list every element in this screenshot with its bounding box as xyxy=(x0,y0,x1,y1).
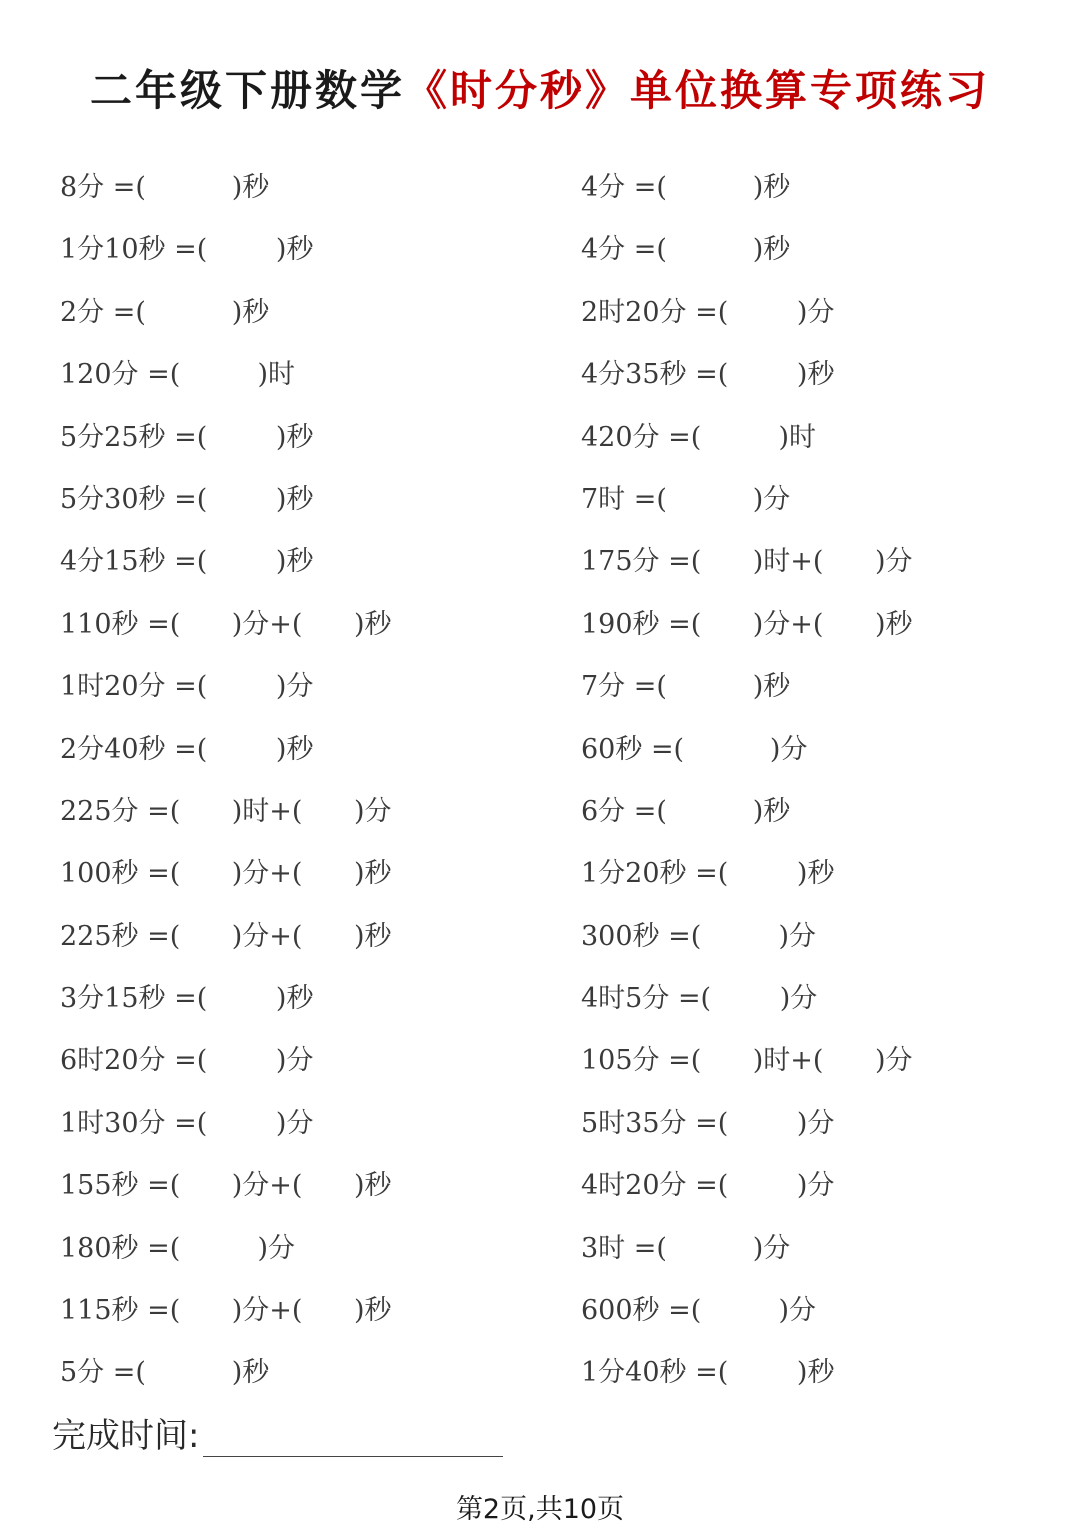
exercise-right: 7时 =( )分 xyxy=(581,483,791,515)
exercise-right: 4时20分 =( )分 xyxy=(581,1170,835,1202)
exercise-right: 4时5分 =( )分 xyxy=(581,983,818,1015)
exercise-left: 8分 =( )秒 xyxy=(60,172,270,203)
exercise-left: 100秒 =( )分+( )秒 xyxy=(60,858,392,890)
exercise-row xyxy=(0,1218,1080,1280)
exercise-row xyxy=(0,344,1080,406)
exercise-row xyxy=(0,1280,1080,1342)
exercise-right: 420分 =( )时 xyxy=(581,421,817,453)
exercise-left: 1分10秒 =( )秒 xyxy=(60,234,314,266)
exercise-right: 4分 =( )秒 xyxy=(581,234,791,266)
exercise-row xyxy=(0,1093,1080,1155)
exercise-row xyxy=(0,1155,1080,1217)
exercise-row xyxy=(0,781,1080,843)
exercise-row xyxy=(0,1030,1080,1092)
exercise-right: 7分 =( )秒 xyxy=(581,671,791,703)
exercise-left: 5分 =( )秒 xyxy=(60,1357,270,1389)
exercise-right: 5时35分 =( )分 xyxy=(581,1107,835,1139)
exercise-left: 1时20分 =( )分 xyxy=(60,671,314,703)
exercise-left: 115秒 =( )分+( )秒 xyxy=(60,1295,392,1327)
exercise-right: 60秒 =( )分 xyxy=(581,733,808,765)
exercise-right: 1分20秒 =( )秒 xyxy=(581,858,835,890)
exercise-row xyxy=(0,843,1080,905)
exercise-right: 1分40秒 =( )秒 xyxy=(581,1357,835,1389)
exercise-right: 105分 =( )时+( )分 xyxy=(581,1045,913,1077)
exercise-left: 110秒 =( )分+( )秒 xyxy=(60,608,392,640)
exercise-right: 175分 =( )时+( )分 xyxy=(581,546,913,578)
exercise-left: 3分15秒 =( )秒 xyxy=(60,983,314,1015)
exercise-left: 225分 =( )时+( )分 xyxy=(60,795,392,827)
exercise-left: 6时20分 =( )分 xyxy=(60,1045,314,1077)
exercise-left: 5分30秒 =( )秒 xyxy=(60,483,314,515)
exercise-right: 300秒 =( )分 xyxy=(581,920,817,952)
exercise-left: 155秒 =( )分+( )秒 xyxy=(60,1170,392,1202)
title-grade: 二年级下册数学 xyxy=(89,66,405,115)
exercise-row xyxy=(0,407,1080,469)
exercise-row xyxy=(0,1342,1080,1404)
exercise-grid xyxy=(0,157,1080,1405)
exercise-left: 2分 =( )秒 xyxy=(60,296,270,328)
exercise-row xyxy=(0,157,1080,219)
exercise-row xyxy=(0,906,1080,968)
exercise-left: 5分25秒 =( )秒 xyxy=(60,421,314,453)
title-topic: 《时分秒》单位换算专项练习 xyxy=(405,66,991,115)
exercise-row xyxy=(0,594,1080,656)
exercise-row xyxy=(0,968,1080,1030)
exercise-row xyxy=(0,219,1080,281)
exercise-right: 190秒 =( )分+( )秒 xyxy=(581,608,913,640)
exercise-right: 4分 =( )秒 xyxy=(581,172,791,203)
exercise-right: 600秒 =( )分 xyxy=(581,1295,817,1327)
completion-time-blank[interactable] xyxy=(203,1420,503,1457)
page-title xyxy=(0,58,1080,118)
completion-time-line xyxy=(52,1408,503,1457)
exercise-row xyxy=(0,282,1080,344)
exercise-left: 120分 =( )时 xyxy=(60,359,296,391)
exercise-row xyxy=(0,656,1080,718)
exercise-row xyxy=(0,531,1080,593)
exercise-row xyxy=(0,469,1080,531)
exercise-right: 6分 =( )秒 xyxy=(581,795,791,827)
exercise-right: 2时20分 =( )分 xyxy=(581,296,835,328)
completion-time-label: 完成时间: xyxy=(52,1416,200,1456)
exercise-left: 225秒 =( )分+( )秒 xyxy=(60,920,392,952)
exercise-right: 4分35秒 =( )秒 xyxy=(581,359,835,391)
exercise-left: 4分15秒 =( )秒 xyxy=(60,546,314,578)
page-number: 第2页,共10页 xyxy=(455,1494,625,1525)
exercise-left: 2分40秒 =( )秒 xyxy=(60,733,314,765)
exercise-row xyxy=(0,719,1080,781)
exercise-left: 1时30分 =( )分 xyxy=(60,1107,314,1139)
exercise-right: 3时 =( )分 xyxy=(581,1232,791,1264)
exercise-left: 180秒 =( )分 xyxy=(60,1232,296,1264)
